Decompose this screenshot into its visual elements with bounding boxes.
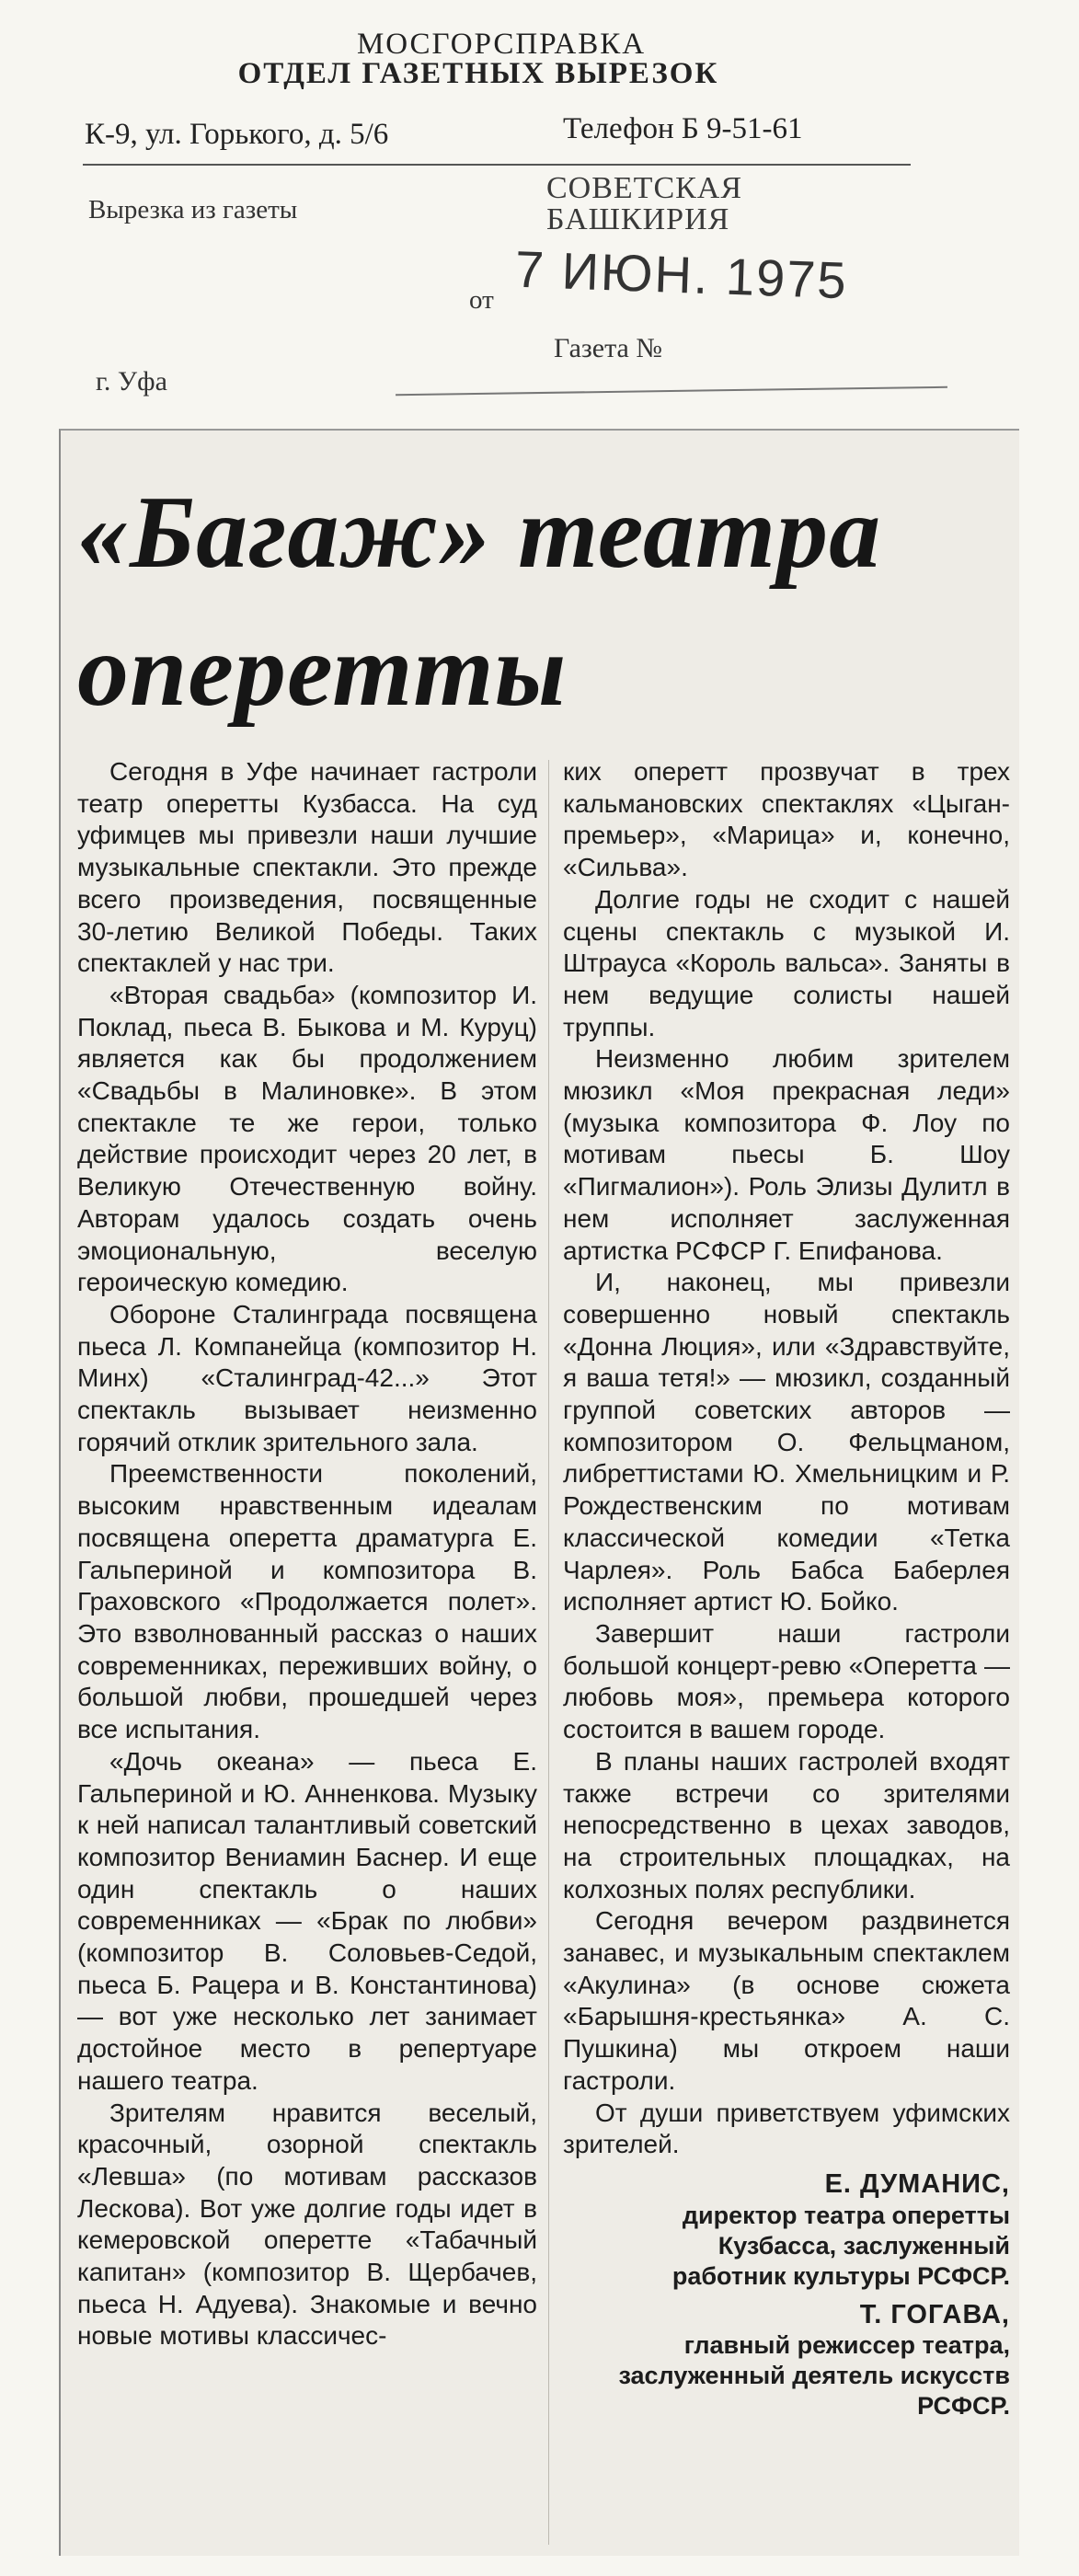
date-stamp: 7 ИЮН. 1975 — [514, 239, 849, 310]
signature-name: Е. ДУМАНИС, — [824, 2168, 1010, 2199]
agency-name: МОСГОРСПРАВКА — [356, 28, 647, 61]
signature-block-1 — [563, 2168, 1010, 2292]
article-paragraph: Сегодня вечером раздвинется занавес, и музыкальным спектаклем «Акулина» (в основе сюжета «Барышня-крестьянка» А. С. Пушкина) мы откроем наши гастроли. — [563, 1906, 1010, 2095]
signature-name: Т. ГОГАВА, — [859, 2299, 1010, 2329]
article-paragraph: Обороне Сталинграда посвящена пьеса Л. Компанейца (композитор Н. Минх) «Сталинград-42...» Этот спектакль вызывает неизменно горячий отклик зрительного зала. — [77, 1299, 537, 1456]
article-paragraph: Долгие годы не сходит с нашей сцены спектакль с музыкой И. Штрауса «Король вальса». Заняты в нем ведущие солисты нашей труппы. — [563, 884, 1010, 1041]
article-paragraph: «Вторая свадьба» (композитор И. Поклад, пьеса В. Быкова и М. Куруц) является как бы продолжением «Свадьбы в Малиновке». В этом спектакле те же герои, только действие происходит через 20 лет, в Великую Отечественную войну. Авторам удалось создать очень эмоциональную, веселую героическую комедию. — [77, 980, 537, 1297]
article-paragraph: Преемственности поколений, высоким нравственным идеалам посвящена оперетта драматурга Е. Гальпериной и композитора В. Граховского «Продолжается полет». Это взволнованный рассказ о наших современниках, переживших войну, о большой любви, прошедшей через все испытания. — [77, 1459, 537, 1744]
newspaper-name-line1: СОВЕТСКАЯ — [546, 171, 743, 205]
department-name: ОТДЕЛ ГАЗЕТНЫХ ВЫРЕЗОК — [237, 57, 719, 90]
newspaper-name-stamp — [546, 173, 742, 236]
agency-phone: Телефон Б 9-51-61 — [563, 112, 803, 145]
column-divider — [548, 760, 549, 2545]
clipping-label: Вырезка из газеты — [88, 195, 298, 224]
article-title-line1: «Багаж» театра — [77, 476, 882, 590]
article-paragraph: И, наконец, мы привезли совершенно новый спектакль «Донна Люция», или «Здравствуйте, я ваша тетя!» — мюзикл, созданный группой советских авторов — композитором О. Фельцманом, либреттистами Ю. Хмельницким и Р. Рождественским по мотивам классической комедии «Тетка Чарлея». Роль Бабса Баберлея исполняет артист Ю. Бойко. — [563, 1268, 1010, 1616]
article-paragraph: «Дочь океана» — пьеса Е. Гальпериной и Ю. Анненкова. Музыку к ней написал талантливый советский композитор Вениамин Баснер. И еще один спектакль о наших современниках — «Брак по любви» (композитор В. Соловьев-Седой, пьеса Б. Рацера и В. Константинова) — вот уже несколько лет занимает достойное место в репертуаре нашего театра. — [77, 1746, 537, 2095]
article-paragraph: Завершит наши гастроли большой концерт-ревю «Оперетта — любовь моя», премьера которого состоится в вашем городе. — [563, 1618, 1010, 1744]
signature-title: директор театра оперетты Кузбасса, заслуженный работник культуры РСФСР. — [672, 2201, 1010, 2290]
article-column-right — [563, 756, 1010, 2421]
article-title — [77, 464, 997, 740]
article-paragraph: Сегодня в Уфе начинает гастроли театр оперетты Кузбасса. На суд уфимцев мы привезли наши лучшие музыкальные спектакли. Это прежде всего произведения, посвященные 30-летию Великой Победы. Таких спектаклей у нас три. — [77, 757, 537, 978]
article-paragraph: Зрителям нравится веселый, красочный, озорной спектакль «Левша» (по мотивам рассказов Лескова). Вот уже долгие годы идет в кемеровской оперетте «Табачный капитан» (композитор В. Щербачев, пьеса Н. Адуева). Знакомые и вечно новые мотивы классичес- — [77, 2098, 537, 2351]
article-paragraph: Неизменно любим зрителем мюзикл «Моя прекрасная леди» (музыка композитора Ф. Лоу по мотивам пьесы Б. Шоу «Пигмалион»). Роль Элизы Дулитл в нем исполняет заслуженная артистка РСФСР Г. Епифанова. — [563, 1044, 1010, 1265]
newspaper-name-line2: БАШКИРИЯ — [546, 202, 730, 236]
signature-block-2 — [563, 2299, 1010, 2422]
article-column-left — [77, 756, 537, 2352]
article-title-line2: оперетты — [77, 614, 568, 728]
agency-address: К-9, ул. Горького, д. 5/6 — [85, 118, 389, 151]
newspaper-number-label: Газета № — [554, 333, 662, 363]
signature-title: главный режиссер театра, заслуженный деятель искусств РСФСР. — [618, 2331, 1010, 2421]
city-label: г. Уфа — [96, 366, 167, 397]
clipping-service-header — [0, 0, 1079, 414]
cut-line — [396, 386, 947, 396]
header-rule — [83, 164, 911, 166]
article-paragraph: От души приветствуем уфимских зрителей. — [563, 2098, 1010, 2159]
date-from-label: от — [469, 285, 494, 315]
article-paragraph: В планы наших гастролей входят также встречи со зрителями непосредственно в цехах заводов, на строительных площадках, на колхозных полях республики. — [563, 1746, 1010, 1903]
article-paragraph-continuation: ких оперетт прозвучат в трех кальмановских спектаклях «Цыган-премьер», «Марица» и, конечно, «Сильва». — [563, 757, 1010, 882]
